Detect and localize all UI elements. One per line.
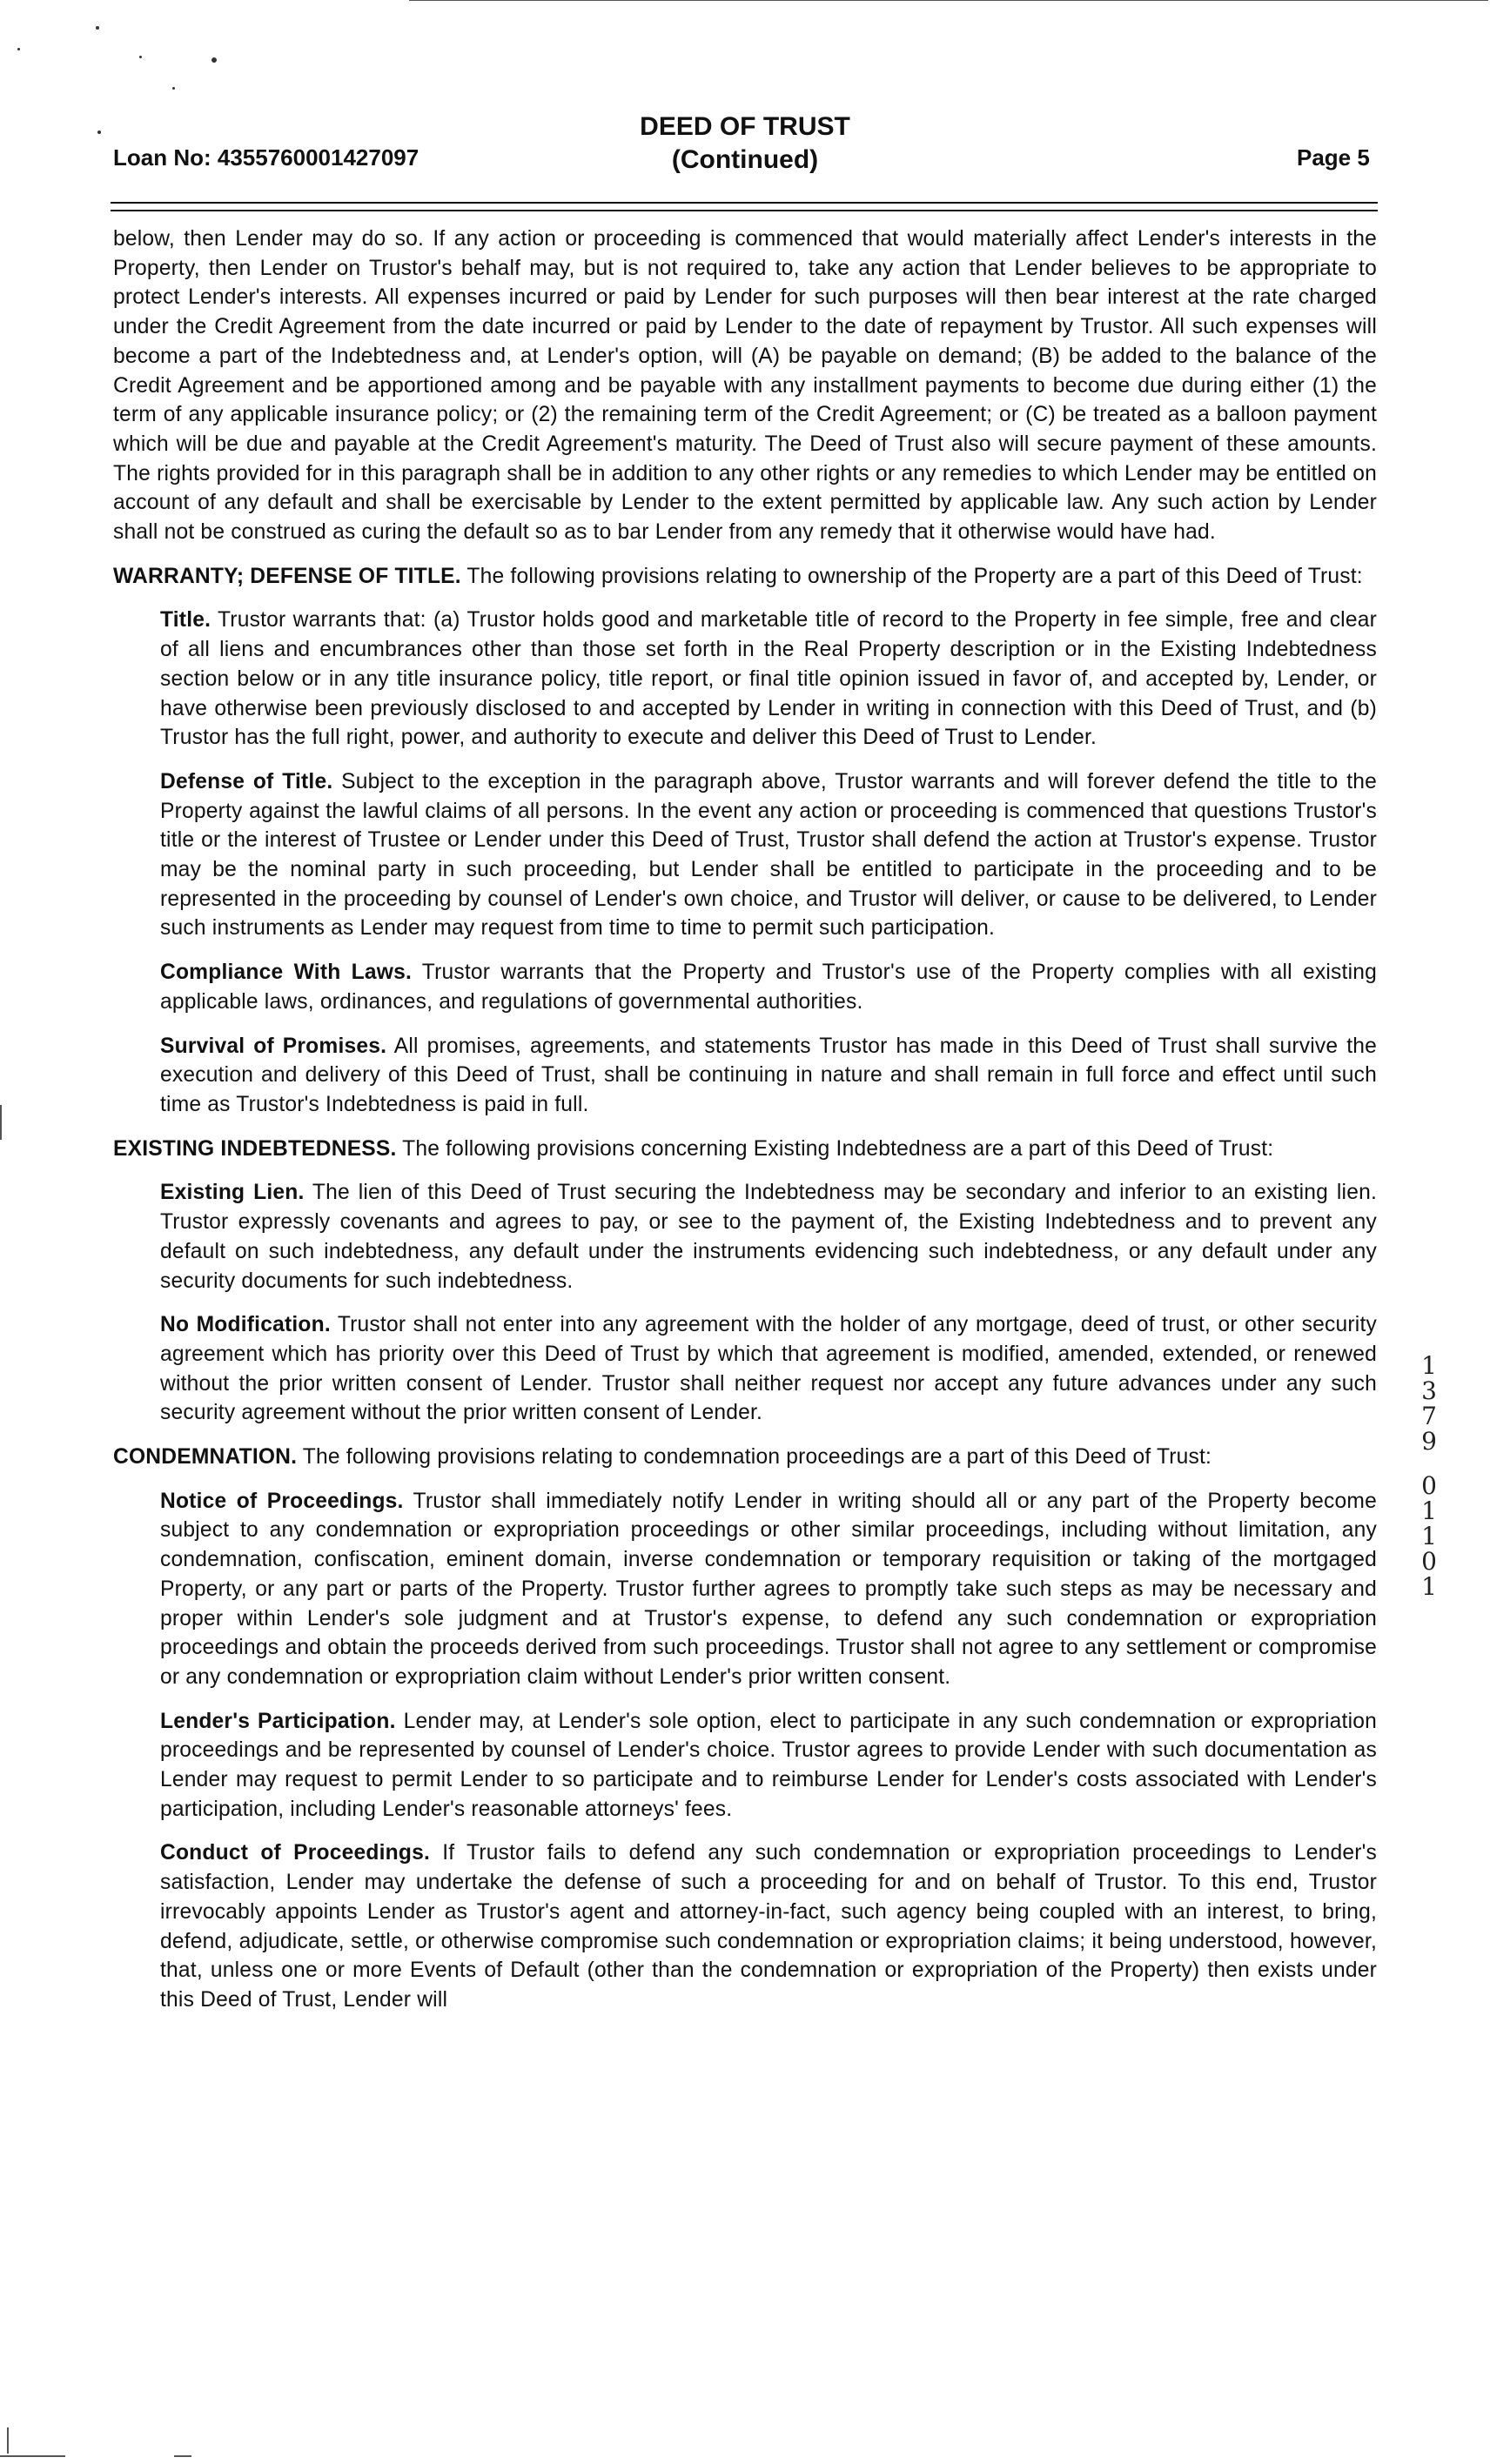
scan-speck [211,57,217,63]
stamp-digit: 0 [1421,1471,1437,1500]
subsection-survival-of-promises [160,1032,1377,1120]
subsection-no-modification [160,1310,1377,1428]
scan-speck [17,48,20,50]
section-heading: WARRANTY; DEFENSE OF TITLE. [113,564,461,588]
scan-speck [96,26,99,30]
subsection-heading: Compliance With Laws. [160,961,413,985]
paragraph-text: Trustor shall not enter into any agreement with the holder of any mortgage, deed of trust, or other security agreement which has priority over this Deed of Trust by which that agreement is modified, amended, extended, or renewed without the prior written consent of Lender. Trustor shall neither request nor accept any future advances under any such security agreement without the prior written consent of Lender. [160,1313,1377,1425]
stamp-digit: 9 [1421,1427,1437,1456]
loan-number: Loan No: 4355760001427097 [113,144,419,171]
subsection-heading: Title. [160,608,211,633]
scan-left-edge-mark [0,1105,2,1140]
paragraph-text: All promises, agreements, and statements Trustor has made in this Deed of Trust shall survive the execution and delivery of this Deed of Trust, shall be continuing in nature and shall remain in full force and effect until such time as Trustor's Indebtedness is paid in full. [160,1034,1377,1116]
stamp-digit: 1 [1421,1572,1437,1601]
subsection-heading: Existing Lien. [160,1181,305,1205]
paragraph-text: The lien of this Deed of Trust securing the Indebtedness may be secondary and inferior to an existing lien. Trustor expressly covenants and agrees to pay, or see to the payment of, the Existing Indebtedness and to prevent any default on such indebtedness, any default under the instruments evidencing such indebtedness, or any default under any security documents for such indebtedness. [160,1181,1377,1293]
header-rule-top [111,202,1378,204]
subsection-lenders-participation [160,1707,1377,1825]
subsection-existing-lien [160,1178,1377,1296]
section-condemnation [113,1443,1377,1472]
stamp-digit: 0 [1421,1547,1437,1576]
paragraph-text: Subject to the exception in the paragraph above, Trustor warrants and will forever defend the title to the Property against the lawful claims of all persons. In the event any action or proceeding is commenced that questions Trustor's title or the interest of Trustee or Lender under this Deed of Trust, Trustor shall defend the action at Trustor's expense. Trustor may be the nominal party in such proceeding, but Lender shall be entitled to participate in the proceeding and to be represented in the proceeding by counsel of Lender's own choice, and Trustor will deliver, or cause to be delivered, to Lender such instruments as Lender may request from time to time to permit such participation. [160,769,1377,941]
subsection-heading: No Modification. [160,1313,331,1337]
subsection-notice-of-proceedings [160,1487,1377,1692]
scan-left-edge-mark [7,2427,9,2454]
paragraph-continued [113,224,1377,547]
paragraph-text: The following provisions relating to condemnation proceedings are a part of this Deed of Trust: [302,1445,1212,1470]
scan-bottom-mark [0,2455,65,2457]
stamp-digit: 1 [1421,1522,1437,1550]
section-heading: EXISTING INDEBTEDNESS. [113,1136,397,1161]
document-subtitle: (Continued) [671,145,819,174]
subsection-defense-of-title [160,767,1377,943]
paragraph-text: Trustor warrants that the Property and Trustor's use of the Property complies with all existing applicable laws, ordinances, and regulations of governmental authorities. [160,961,1378,1014]
scan-speck [139,56,142,58]
stamp-digit: 7 [1421,1402,1437,1430]
subsection-heading: Survival of Promises. [160,1034,387,1058]
document-body [113,224,1377,2030]
section-warranty-defense-of-title [113,562,1377,592]
subsection-heading: Lender's Participation. [160,1709,396,1733]
subsection-title [160,606,1377,753]
paragraph-text: If Trustor fails to defend any such condemnation or expropriation proceedings to Lender's satisfaction, Lender may undertake the defense of such a proceeding for and on behalf of Trustor. To this end, Trustor irrevocably appoints Lender as Trustor's agent and attorney-in-fact, such agency being coupled with an interest, to bring, defend, adjudicate, settle, or otherwise compromise such condemnation or expropriation claims; it being understood, however, that, unless one or more Events of Default (other than the condemnation or expropriation of the Property) then exists under this Deed of Trust, Lender will [160,1841,1377,2012]
stamp-digit: 1 [1421,1496,1437,1525]
page-number: Page 5 [1297,144,1370,171]
subsection-compliance-with-laws [160,958,1377,1016]
subsection-heading: Defense of Title. [160,769,333,793]
paragraph-text: The following provisions relating to ownership of the Property are a part of this Deed of Trust: [466,564,1363,588]
stamp-digit: 3 [1421,1376,1437,1405]
section-heading: CONDEMNATION. [113,1445,298,1470]
stamp-gap [1410,1454,1448,1473]
scan-top-edge [409,0,1488,1]
paragraph-text: The following provisions concerning Existing Indebtedness are a part of this Deed of Trust: [402,1136,1274,1161]
subsection-heading: Notice of Proceedings. [160,1489,404,1513]
section-existing-indebtedness [113,1135,1377,1164]
stamp-digit: 1 [1421,1351,1437,1380]
paragraph-text: Lender may, at Lender's sole option, elect to participate in any such condemnation or expropriation proceedings and be represented by counsel of Lender's choice. Trustor agrees to provide Lender with such documentation as Lender may request to permit Lender to so participate and to reimburse Lender for Lender's costs associated with Lender's participation, including Lender's reasonable attorneys' fees. [160,1709,1377,1821]
scan-bottom-mark [174,2455,191,2457]
scan-speck [172,87,175,90]
paragraph-text: below, then Lender may do so. If any action or proceeding is commenced that would materially affect Lender's interests in the Property, then Lender on Trustor's behalf may, but is not required to, take any action that Lender believes to be appropriate to protect Lender's interests. All expenses incurred or paid by Lender for such purposes will then bear interest at the rate charged under the Credit Agreement from the date incurred or paid by Lender to the date of repayment by Trustor. All such expenses will become a part of the Indebtedness and, at Lender's option, will (A) be payable on demand; (B) be added to the balance of the Credit Agreement and be apportioned among and be payable with any installment payments to become due during either (1) the term of any applicable insurance policy; or (2) the remaining term of the Credit Agreement; or (C) be treated as a balloon payment which will be due and payable at the Credit Agreement's maturity. The Deed of Trust also will secure payment of these amounts. The rights provided for in this paragraph shall be in addition to any other rights or any remedies to which Lender may be entitled on account of any default and shall be exercisable by Lender to the extent permitted by applicable law. Any such action by Lender shall not be construed as curing the default so as to bar Lender from any remedy that it otherwise would have had. [113,227,1377,545]
paragraph-text: Trustor shall immediately notify Lender in writing should all or any part of the Property become subject to any condemnation or expropriation proceedings or other similar proceedings, including without limitation, any condemnation, confiscation, eminent domain, inverse condemnation or temporary requisition or taking of the mortgaged Property, or any part or parts of the Property. Trustor further agrees to promptly take such steps as may be necessary and proper within Lender's sole judgment and at Trustor's expense, to defend any such condemnation or expropriation proceedings and obtain the proceeds derived from such proceedings. Trustor shall not agree to any settlement or compromise or any condemnation or expropriation claim without Lender's prior written consent. [160,1489,1377,1689]
scan-speck [97,131,101,134]
subsection-conduct-of-proceedings [160,1838,1377,2014]
header-rule-bottom [111,210,1378,211]
document-title: DEED OF TRUST [640,112,850,141]
subsection-heading: Conduct of Proceedings. [160,1841,430,1865]
recording-number-stamp [1410,1353,1448,1599]
paragraph-text: Trustor warrants that: (a) Trustor holds good and marketable title of record to the Property in fee simple, free and clear of all liens and encumbrances other than those set forth in the Real Property description or in the Existing Indebtedness section below or in any title insurance policy, title report, or final title opinion issued in favor of, and accepted by, Lender, or have otherwise been previously disclosed to and accepted by Lender in writing in connection with this Deed of Trust, and (b) Trustor has the full right, power, and authority to execute and deliver this Deed of Trust to Lender. [160,608,1377,750]
